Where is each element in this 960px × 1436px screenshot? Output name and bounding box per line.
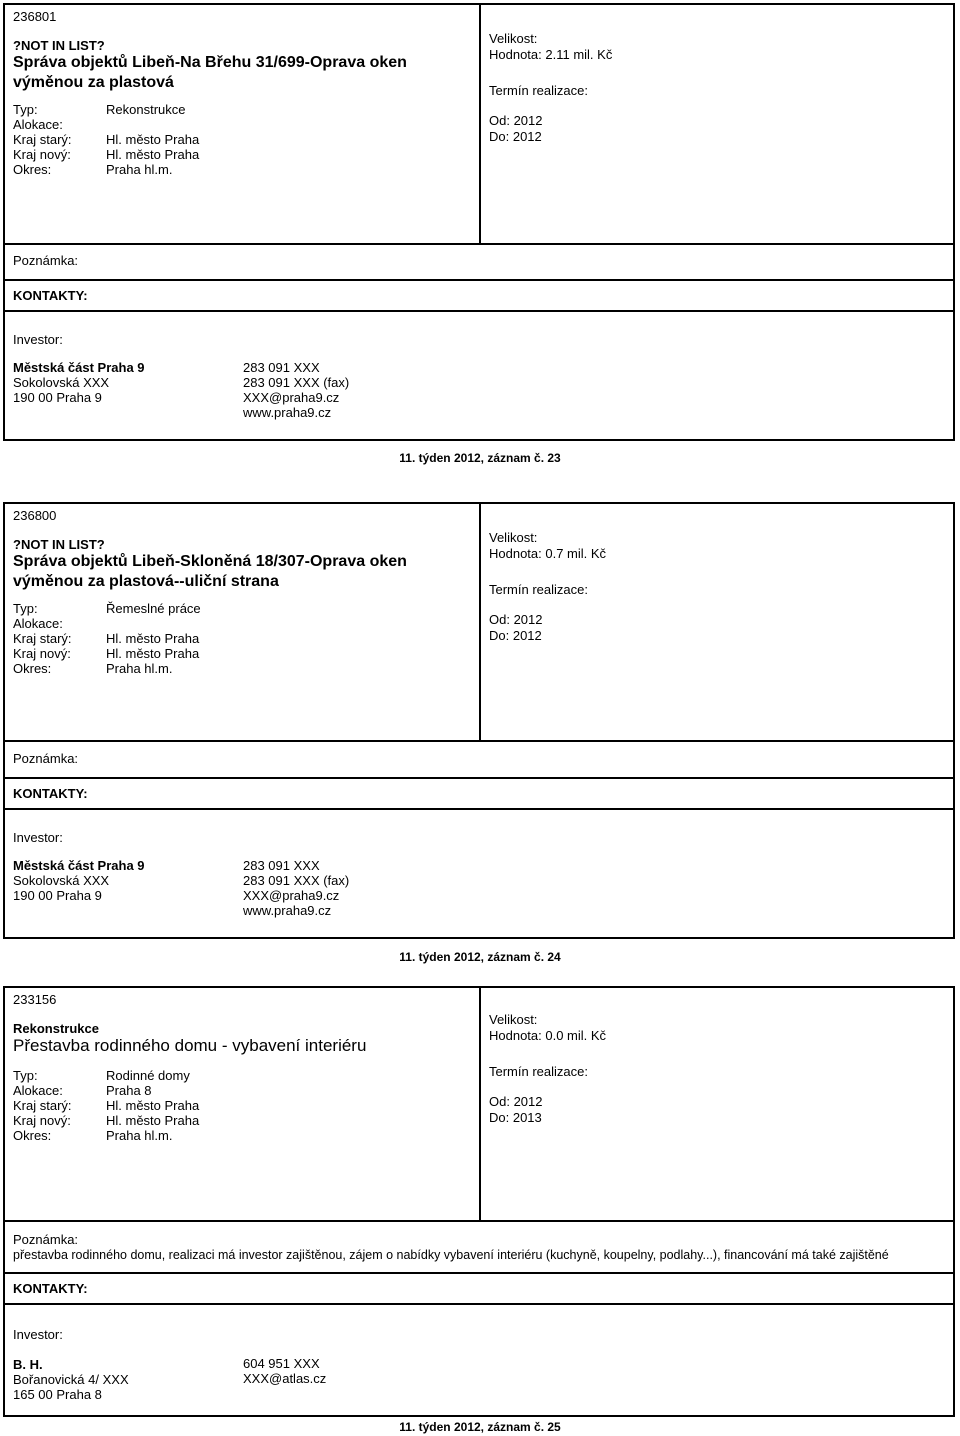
record-title-line1: Přestavba rodinného domu - vybavení interiéru — [13, 1036, 367, 1055]
investor-name: B. H. — [13, 1357, 43, 1372]
record-footer: 11. týden 2012, záznam č. 23 — [399, 451, 561, 465]
investor-phone: 604 951 XXX — [243, 1356, 320, 1371]
velikost-label: Velikost: — [489, 530, 538, 545]
investor-email[interactable]: XXX@praha9.cz — [243, 888, 340, 903]
investor-address — [13, 1356, 243, 1402]
kontakty-heading: KONTAKTY: — [5, 779, 953, 810]
termin-label: Termín realizace: — [489, 1064, 588, 1079]
record-title-line1: Správa objektů Libeň-Skloněná 18/307-Oprava oken — [13, 553, 407, 570]
velikost-label: Velikost: — [489, 31, 538, 46]
record-title — [13, 53, 471, 93]
kraj-stary-value: Hl. město Praha — [106, 1098, 200, 1113]
alokace-label: Alokace: — [13, 117, 63, 132]
okres-value: Praha hl.m. — [106, 661, 173, 676]
record-kind: ?NOT IN LIST? — [13, 537, 105, 552]
okres-value: Praha hl.m. — [106, 1128, 173, 1143]
hodnota-value: Hodnota: 2.11 mil. Kč — [489, 47, 613, 62]
investor-fax: 283 091 XXX (fax) — [243, 375, 350, 390]
record-236800 — [3, 502, 955, 939]
okres-value: Praha hl.m. — [106, 162, 173, 177]
record-footer: 11. týden 2012, záznam č. 25 — [399, 1420, 561, 1434]
typ-value: Rodinné domy — [106, 1068, 190, 1083]
do-value: Do: 2012 — [489, 628, 542, 643]
note-section — [5, 742, 953, 779]
poznamka-label: Poznámka: — [13, 1232, 79, 1247]
investor-contacts — [243, 858, 349, 918]
record-title-line1: Správa objektů Libeň-Na Břehu 31/699-Oprava oken — [13, 54, 407, 71]
record-kind: Rekonstrukce — [13, 1021, 99, 1036]
typ-label: Typ: — [13, 601, 38, 616]
investor-contacts — [243, 360, 349, 420]
kraj-stary-value: Hl. město Praha — [106, 132, 200, 147]
record-title — [13, 1036, 471, 1056]
alokace-label: Alokace: — [13, 1083, 63, 1098]
record-fields — [13, 1068, 471, 1143]
poznamka-label: Poznámka: — [13, 751, 79, 766]
investor-phone: 283 091 XXX — [243, 858, 320, 873]
investor-fax: 283 091 XXX (fax) — [243, 873, 350, 888]
investor-contacts — [243, 1356, 326, 1402]
alokace-value: Praha 8 — [106, 1083, 152, 1098]
kraj-stary-label: Kraj starý: — [13, 631, 72, 646]
record-fields — [13, 601, 471, 676]
od-value: Od: 2012 — [489, 1094, 543, 1109]
hodnota-value: Hodnota: 0.7 mil. Kč — [489, 546, 607, 561]
note-section — [5, 1222, 953, 1274]
investor-city: 165 00 Praha 8 — [13, 1387, 102, 1402]
investor-address — [13, 858, 243, 918]
record-id: 236801 — [13, 9, 57, 24]
alokace-value — [106, 616, 471, 631]
record-233156 — [3, 986, 955, 1417]
investor-city: 190 00 Praha 9 — [13, 888, 102, 903]
kontakty-heading: KONTAKTY: — [5, 281, 953, 312]
note-section — [5, 245, 953, 281]
kontakty-heading: KONTAKTY: — [5, 1274, 953, 1305]
kraj-novy-value: Hl. město Praha — [106, 147, 200, 162]
record-id: 236800 — [13, 508, 57, 523]
termin-label: Termín realizace: — [489, 83, 588, 98]
od-value: Od: 2012 — [489, 612, 543, 627]
kraj-novy-value: Hl. město Praha — [106, 646, 200, 661]
kraj-novy-label: Kraj nový: — [13, 1113, 71, 1128]
hodnota-value: Hodnota: 0.0 mil. Kč — [489, 1028, 607, 1043]
alokace-label: Alokace: — [13, 616, 63, 631]
do-value: Do: 2013 — [489, 1110, 542, 1125]
contacts-section — [5, 312, 953, 439]
investor-street: Sokolovská XXX — [13, 375, 110, 390]
kraj-stary-label: Kraj starý: — [13, 132, 72, 147]
typ-label: Typ: — [13, 102, 38, 117]
alokace-value — [106, 117, 471, 132]
contacts-section — [5, 810, 953, 937]
record-title — [13, 552, 471, 592]
investor-address — [13, 360, 243, 420]
record-236801 — [3, 3, 955, 441]
record-fields — [13, 102, 471, 177]
record-kind: ?NOT IN LIST? — [13, 38, 105, 53]
investor-name: Městská část Praha 9 — [13, 858, 145, 873]
record-id: 233156 — [13, 992, 57, 1007]
contacts-section — [5, 1305, 953, 1415]
investor-email[interactable]: XXX@praha9.cz — [243, 390, 340, 405]
record-title-line2: výměnou za plastová--uliční strana — [13, 573, 279, 590]
do-value: Do: 2012 — [489, 129, 542, 144]
investor-web[interactable]: www.praha9.cz — [243, 903, 332, 918]
investor-street: Bořanovická 4/ XXX — [13, 1372, 129, 1387]
poznamka-text: přestavba rodinného domu, realizaci má investor zajištěnou, zájem o nabídky vybavení interiéru (kuchyně, koupelny, podlahy...), financování má také zajištěné — [13, 1248, 889, 1262]
okres-label: Okres: — [13, 162, 52, 177]
investor-street: Sokolovská XXX — [13, 873, 110, 888]
typ-label: Typ: — [13, 1068, 38, 1083]
okres-label: Okres: — [13, 661, 52, 676]
velikost-label: Velikost: — [489, 1012, 538, 1027]
investor-phone: 283 091 XXX — [243, 360, 320, 375]
investor-label: Investor: — [13, 1327, 63, 1342]
kraj-novy-label: Kraj nový: — [13, 646, 71, 661]
investor-email[interactable]: XXX@atlas.cz — [243, 1371, 327, 1386]
kraj-stary-label: Kraj starý: — [13, 1098, 72, 1113]
okres-label: Okres: — [13, 1128, 52, 1143]
typ-value: Řemeslné práce — [106, 601, 201, 616]
investor-web[interactable]: www.praha9.cz — [243, 405, 332, 420]
investor-label: Investor: — [13, 332, 63, 347]
kraj-novy-label: Kraj nový: — [13, 147, 71, 162]
investor-label: Investor: — [13, 830, 63, 845]
investor-city: 190 00 Praha 9 — [13, 390, 102, 405]
kraj-stary-value: Hl. město Praha — [106, 631, 200, 646]
typ-value: Rekonstrukce — [106, 102, 186, 117]
termin-label: Termín realizace: — [489, 582, 588, 597]
od-value: Od: 2012 — [489, 113, 543, 128]
investor-name: Městská část Praha 9 — [13, 360, 145, 375]
record-title-line2: výměnou za plastová — [13, 74, 174, 91]
poznamka-label: Poznámka: — [13, 253, 79, 268]
kraj-novy-value: Hl. město Praha — [106, 1113, 200, 1128]
record-footer: 11. týden 2012, záznam č. 24 — [399, 950, 561, 964]
